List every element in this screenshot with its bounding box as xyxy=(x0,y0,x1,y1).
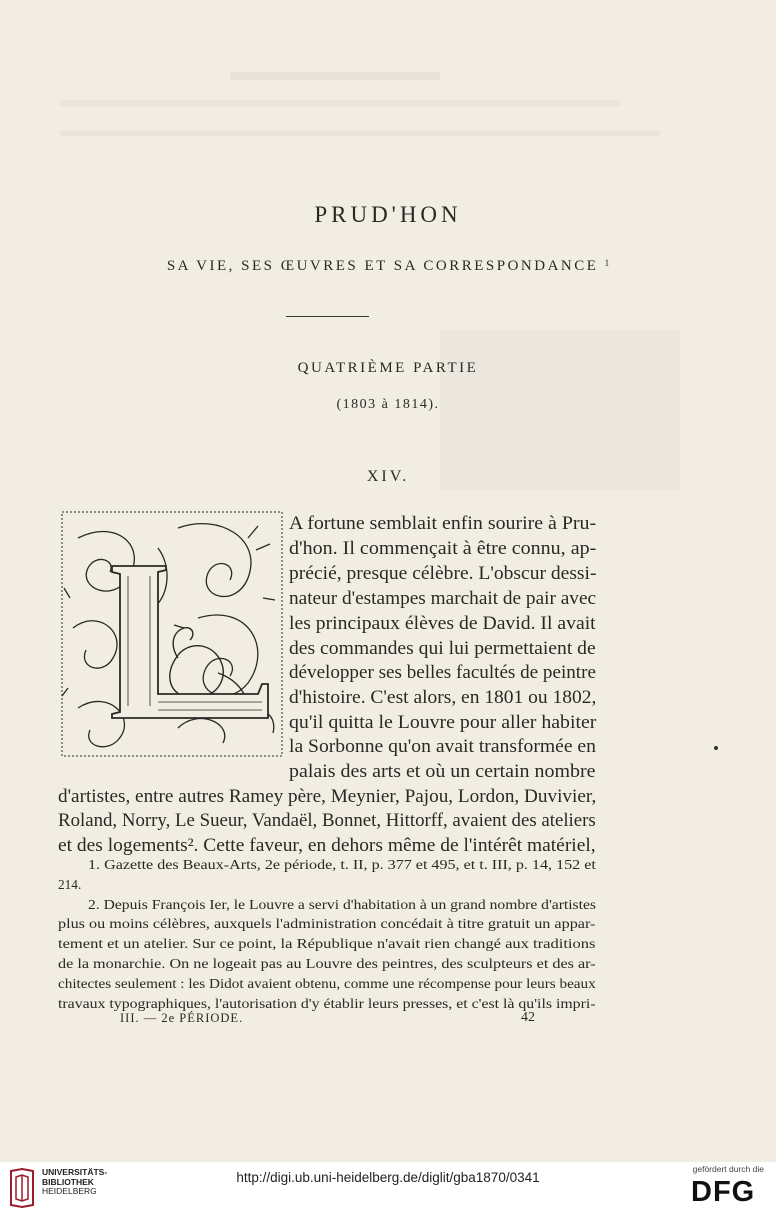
footnote-line: 2. Depuis François Ier, le Louvre a servi d'habitation à un grand nombre d'artistes xyxy=(88,896,596,912)
show-through xyxy=(60,130,660,136)
body-line: développer ses belles facultés de peintre xyxy=(289,662,596,683)
funding-note: gefördert durch die xyxy=(692,1164,764,1174)
show-through xyxy=(60,100,620,106)
footnote-line: chitectes seulement : les Didot avaient obtenu, comme une récompense pour leurs beaux xyxy=(58,975,596,991)
footnote-line: 1. Gazette des Beaux-Arts, 2e période, t. II, p. 377 et 495, et t. III, p. 14, 152 et xyxy=(88,857,596,872)
subtitle-text: SA VIE, SES ŒUVRES ET SA CORRESPONDANCE xyxy=(166,258,599,274)
chapter-number: XIV. xyxy=(366,468,410,485)
ornamental-initial-l xyxy=(58,508,286,760)
footnote-line: 214. xyxy=(58,876,82,892)
footnote-line: travaux typographiques, l'autorisation d'y établir leurs presses, et c'est là qu'ils impri- xyxy=(58,995,596,1011)
body-line: palais des arts et où un certain nombre xyxy=(289,761,596,782)
body-line: Roland, Norry, Le Sueur, Vandaël, Bonnet, Hittorff, avaient des ateliers xyxy=(58,810,596,831)
title-rule xyxy=(286,316,369,317)
footnote-line: plus ou moins célèbres, auxquels l'administration concédait à titre gratuit un appar- xyxy=(58,916,596,932)
body-line: précié, presque célèbre. L'obscur dessi- xyxy=(289,563,597,584)
page-footer-volume: III. — 2e PÉRIODE. xyxy=(120,1011,244,1025)
ink-speck xyxy=(714,746,718,750)
library-line-2: BIBLIOTHEK xyxy=(42,1176,94,1187)
library-line-3: HEIDELBERG xyxy=(42,1186,97,1196)
body-line: d'artistes, entre autres Ramey père, Meynier, Pajou, Lordon, Duvivier, xyxy=(58,786,597,807)
article-title: PRUD'HON xyxy=(314,202,462,227)
body-line: des commandes qui lui permettaient de xyxy=(289,638,596,659)
page-number: 42 xyxy=(521,1010,535,1025)
body-line: les principaux élèves de David. Il avait xyxy=(289,613,596,634)
footnote-line: tement et un atelier. Sur ce point, la République n'avait rien changé aux traditions xyxy=(58,936,596,952)
dfg-logo[interactable]: DFG xyxy=(691,1176,756,1208)
body-line: nateur d'estampes marchait de pair avec xyxy=(289,588,597,609)
article-subtitle xyxy=(0,258,776,275)
body-line: d'histoire. C'est alors, en 1801 ou 1802, xyxy=(289,687,597,708)
part-dates: (1803 à 1814). xyxy=(336,397,440,412)
footnote-ref-1: 1 xyxy=(604,258,610,268)
body-line: A fortune semblait enfin sourire à Pru- xyxy=(289,513,597,534)
body-line: et des logements². Cette faveur, en dehors même de l'intérêt matériel, xyxy=(58,835,596,856)
body-line: qu'il quitta le Louvre pour aller habiter xyxy=(289,712,597,733)
body-line: d'hon. Il commençait à être connu, ap- xyxy=(289,538,597,559)
footnote-line: de la monarchie. On ne logeait pas au Louvre des peintres, des sculpteurs et des ar- xyxy=(58,956,596,971)
body-line: la Sorbonne qu'on avait transformée en xyxy=(289,736,596,757)
permalink-url[interactable]: http://digi.ub.uni-heidelberg.de/diglit/gba1870/0341 xyxy=(236,1170,540,1185)
library-line-1: UNIVERSITÄTS- xyxy=(42,1167,108,1177)
part-heading: QUATRIÈME PARTIE xyxy=(297,360,479,376)
show-through xyxy=(230,72,440,80)
